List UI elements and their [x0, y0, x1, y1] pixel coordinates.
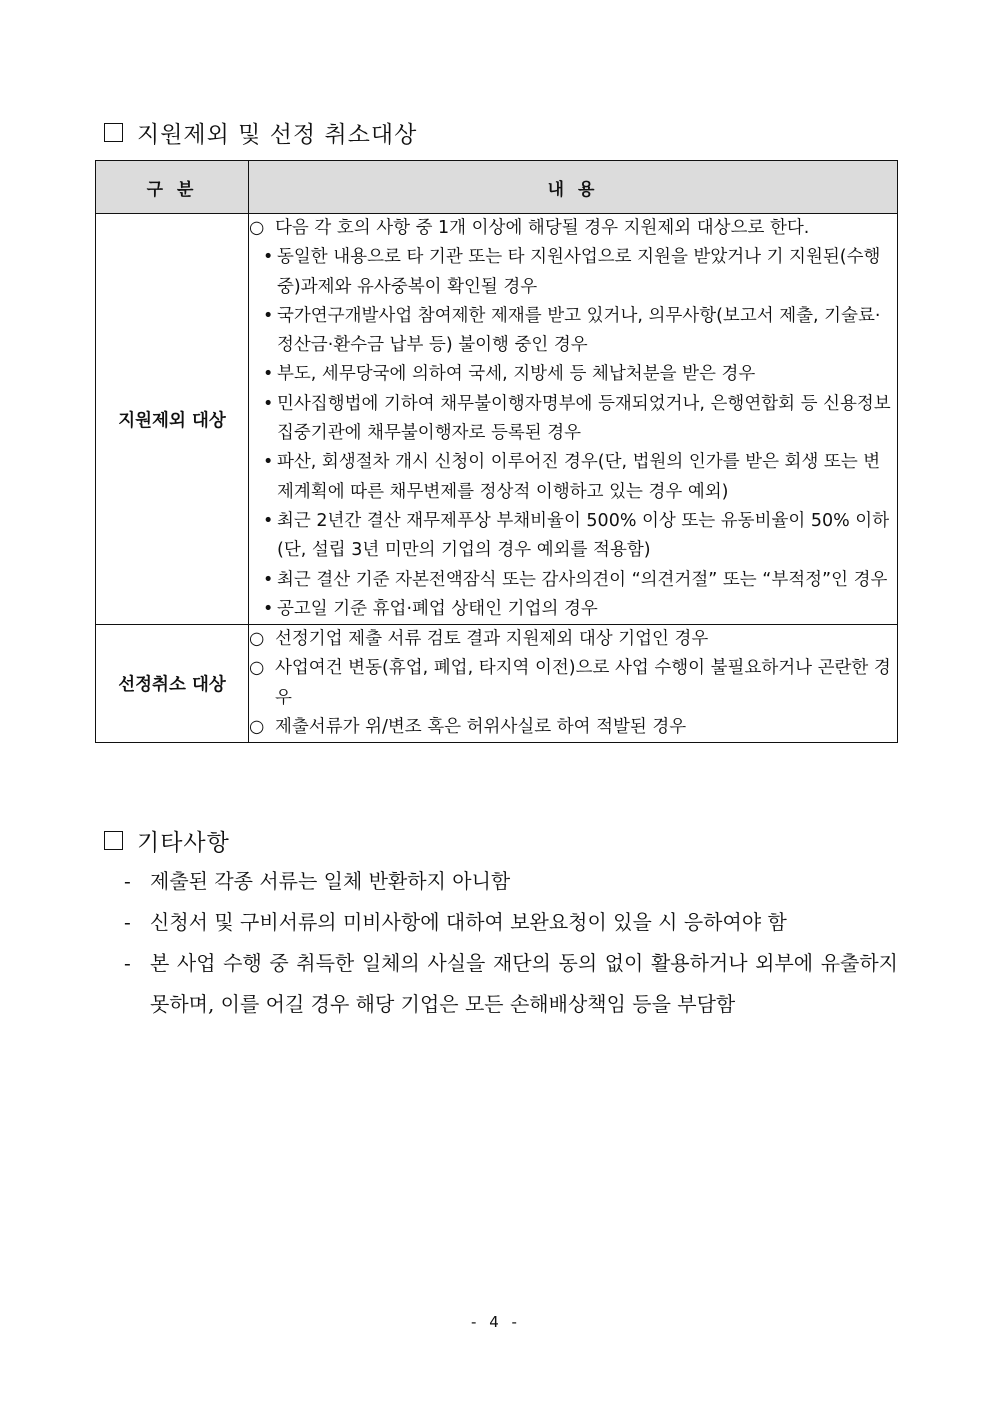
- dash-icon: -: [124, 910, 131, 934]
- list-item: • 최근 결산 기준 자본전액잠식 또는 감사의견이 “의견거절” 또는 “부적정”인 경우: [249, 566, 897, 595]
- dash-icon: -: [124, 951, 131, 975]
- section-heading-other: [104, 824, 230, 857]
- bullet-icon: •: [263, 569, 274, 590]
- circle-icon: ○: [249, 629, 265, 650]
- circle-icon: ○: [249, 658, 265, 679]
- page-number: - 4 -: [471, 1313, 521, 1331]
- note-item: - 신청서 및 구비서류의 미비사항에 대하여 보완요청이 있을 시 응하여야 함: [124, 902, 898, 943]
- list-item: • 국가연구개발사업 참여제한 제재를 받고 있거나, 의무사항(보고서 제출, 기술료·정산금·환수금 납부 등) 불이행 중인 경우: [249, 302, 897, 361]
- list-item: • 파산, 회생절차 개시 신청이 이루어진 경우(단, 법원의 인가를 받은 회생 또는 변제계획에 따른 채무변제를 정상적 이행하고 있는 경우 예외): [249, 448, 897, 507]
- bullet-icon: •: [263, 452, 274, 473]
- bullet-icon: •: [263, 305, 274, 326]
- table-row: [96, 625, 898, 743]
- section-title: 지원제외 및 선정 취소대상: [137, 122, 418, 148]
- bullet-icon: •: [263, 393, 274, 414]
- list-item: • 민사집행법에 기하여 채무불이행자명부에 등재되었거나, 은행연합회 등 신용정보 집중기관에 채무불이행자로 등록된 경우: [249, 390, 897, 449]
- header-content: 내 용: [249, 161, 898, 214]
- list-item: ○ 제출서류가 위/변조 혹은 허위사실로 하여 적발된 경우: [249, 713, 897, 742]
- checkbox-square-icon: [104, 123, 123, 142]
- row-label-exclusion: 지원제외 대상: [96, 214, 249, 625]
- intro-line: ○ 다음 각 호의 사항 중 1개 이상에 해당될 경우 지원제외 대상으로 한다.: [249, 214, 897, 243]
- list-item: • 동일한 내용으로 타 기관 또는 타 지원사업으로 지원을 받았거나 기 지원된(수행 중)과제와 유사중복이 확인될 경우: [249, 243, 897, 302]
- list-item: ○ 사업여건 변동(휴업, 폐업, 타지역 이전)으로 사업 수행이 불필요하거나 곤란한 경우: [249, 654, 897, 713]
- section-title: 기타사항: [137, 830, 230, 856]
- table-row: [96, 214, 898, 625]
- header-category: 구 분: [96, 161, 249, 214]
- note-item: - 본 사업 수행 중 취득한 일체의 사실을 재단의 동의 없이 활용하거나 외부에 유출하지 못하며, 이를 어길 경우 해당 기업은 모든 손해배상책임 등을 부담함: [124, 943, 898, 1025]
- dash-icon: -: [124, 869, 131, 893]
- circle-icon: ○: [249, 218, 265, 238]
- exclusion-table: [95, 160, 898, 743]
- list-item: • 최근 2년간 결산 재무제푸상 부채비율이 500% 이상 또는 유동비율이 50% 이하(단, 설립 3년 미만의 기업의 경우 예외를 적용함): [249, 507, 897, 566]
- row-label-cancellation: 선정취소 대상: [96, 625, 249, 743]
- checkbox-square-icon: [104, 831, 123, 850]
- row-content-cancellation: [249, 625, 898, 743]
- bullet-icon: •: [263, 598, 274, 619]
- row-content-exclusion: [249, 214, 898, 625]
- bullet-icon: •: [263, 510, 274, 531]
- list-item: • 공고일 기준 휴업·폐업 상태인 기업의 경우: [249, 595, 897, 624]
- list-item: • 부도, 세무당국에 의하여 국세, 지방세 등 체납처분을 받은 경우: [249, 360, 897, 389]
- note-item: - 제출된 각종 서류는 일체 반환하지 아니함: [124, 861, 898, 902]
- list-item: ○ 선정기업 제출 서류 검토 결과 지원제외 대상 기업인 경우: [249, 625, 897, 654]
- bullet-icon: •: [263, 364, 274, 385]
- section-heading-exclusion: [104, 116, 417, 149]
- bullet-icon: •: [263, 247, 274, 268]
- circle-icon: ○: [249, 717, 265, 738]
- table-header-row: [96, 161, 898, 214]
- other-notes-list: [124, 861, 898, 1025]
